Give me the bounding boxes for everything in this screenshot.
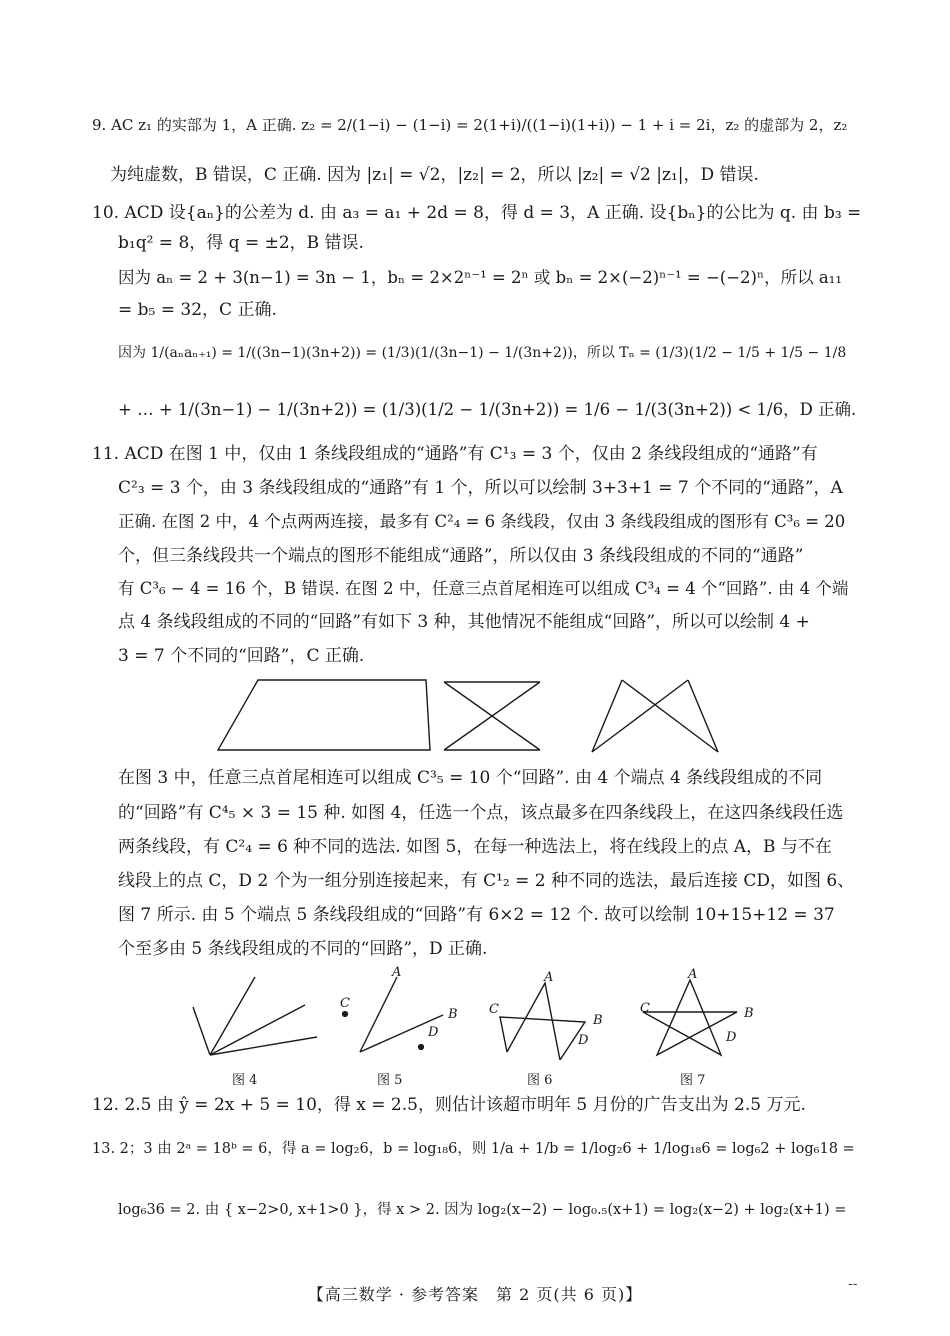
figure-6 <box>500 983 585 1060</box>
q11-line-1: 11. ACD 在图 1 中，仅由 1 条线段组成的“通路”有 C¹₃ = 3 个，仅由 2 条线段组成的“通路”有 <box>92 444 818 464</box>
label-b-fig6: B <box>593 1013 603 1028</box>
q11-line-13: 个至多由 5 条线段组成的不同的“回路”，D 正确. <box>118 939 488 959</box>
caption-fig5: 图 5 <box>377 1073 403 1088</box>
figure-4 <box>193 977 317 1055</box>
bowtie-figure <box>592 680 718 752</box>
q11-line-9: 的“回路”有 C⁴₅ × 3 = 15 种. 如图 4，任选一个点，该点最多在四条线段上，在这四条线段任选 <box>118 803 844 823</box>
caption-fig4: 图 4 <box>232 1073 258 1088</box>
q11-line-5: 有 C³₆ − 4 = 16 个，B 错误. 在图 2 中，任意三点首尾相连可以组成 C³₄ = 4 个“回路”. 由 4 个端 <box>118 579 849 598</box>
q11-line-6: 点 4 条线段组成的不同的“回路”有如下 3 种，其他情况不能组成“回路”，所以可以绘制 4 + <box>118 612 810 632</box>
figure-5 <box>343 977 443 1052</box>
q10-line-2: b₁q² = 8，得 q = ±2，B 错误. <box>118 233 364 253</box>
q11-line-12: 图 7 所示. 由 5 个端点 5 条线段组成的“回路”有 6×2 = 12 个. 故可以绘制 10+15+12 = 37 <box>118 905 835 925</box>
label-b-fig5: B <box>448 1007 458 1022</box>
figure-7 <box>643 980 737 1055</box>
hourglass-figure <box>444 682 540 750</box>
label-a-fig6: A <box>544 970 554 985</box>
figures-1-3 <box>200 672 740 762</box>
q13-line-2: log₆36 = 2. 由 { x−2>0, x+1>0 }，得 x > 2. 因为 log₂(x−2) − log₀.₅(x+1) = log₂(x−2) + log₂(x+1) = <box>118 1202 847 1218</box>
label-c-fig7: C <box>640 1001 650 1016</box>
label-a-fig5: A <box>392 965 402 980</box>
q11-line-10: 两条线段，有 C²₄ = 6 种不同的选法. 如图 5，在每一种选法上，将在线段上的点 A，B 与不在 <box>118 837 832 857</box>
q13-line-1: 13. 2；3 由 2ᵃ = 18ᵇ = 6，得 a = log₂6，b = log₁₈6，则 1/a + 1/b = 1/log₂6 + 1/log₁₈6 = log₆2 + log₆18 = <box>92 1141 855 1157</box>
q10-line-5: 因为 1/(aₙaₙ₊₁) = 1/((3n−1)(3n+2)) = (1/3)(1/(3n−1) − 1/(3n+2))，所以 Tₙ = (1/3)(1/2 − 1/5 + 1/5 − 1/8 <box>118 345 847 361</box>
q11-line-2: C²₃ = 3 个，由 3 条线段组成的“通路”有 1 个，所以可以绘制 3+3+1 = 7 个不同的“通路”，A <box>118 478 843 498</box>
q11-line-4: 个，但三条线段共一个端点的图形不能组成“通路”，所以仅由 3 条线段组成的不同的“通路” <box>118 546 804 566</box>
label-c-fig5: C <box>340 996 350 1011</box>
label-b-fig7: B <box>744 1006 754 1021</box>
point-d-fig5 <box>419 1045 424 1050</box>
q11-line-11: 线段上的点 C，D 2 个为一组分别连接起来，有 C¹₂ = 2 种不同的选法，最后连接 CD，如图 6、 <box>118 871 855 891</box>
page-footer: 【高三数学 · 参考答案 第 2 页(共 6 页)】 <box>307 1285 643 1304</box>
label-a-fig7: A <box>688 967 698 982</box>
q12-line-1: 12. 2.5 由 ŷ = 2x + 5 = 10，得 x = 2.5，则估计该超市明年 5 月份的广告支出为 2.5 万元. <box>92 1095 806 1115</box>
label-d-fig5: D <box>428 1025 439 1040</box>
label-d-fig7: D <box>726 1030 737 1045</box>
q11-line-8: 在图 3 中，任意三点首尾相连可以组成 C³₅ = 10 个“回路”. 由 4 个端点 4 条线段组成的不同 <box>118 768 823 788</box>
caption-fig7: 图 7 <box>680 1073 706 1088</box>
caption-fig6: 图 6 <box>527 1073 553 1088</box>
corner-mark: -- <box>848 1276 858 1292</box>
q11-line-3: 正确. 在图 2 中，4 个点两两连接，最多有 C²₄ = 6 条线段，仅由 3 条线段组成的图形有 C³₆ = 20 <box>118 512 846 531</box>
q11-line-7: 3 = 7 个不同的“回路”，C 正确. <box>118 646 365 666</box>
q10-line-6: + … + 1/(3n−1) − 1/(3n+2)) = (1/3)(1/2 − 1/(3n+2)) = 1/6 − 1/(3(3n+2)) < 1/6，D 正确. <box>118 400 857 419</box>
q9-line-2: 为纯虚数，B 错误，C 正确. 因为 |z₁| = √2，|z₂| = 2，所以 |z₂| = √2 |z₁|，D 错误. <box>110 165 759 185</box>
label-c-fig6: C <box>489 1002 499 1017</box>
label-d-fig6: D <box>578 1033 589 1048</box>
q10-line-3: 因为 aₙ = 2 + 3(n−1) = 3n − 1，bₙ = 2×2ⁿ⁻¹ = 2ⁿ 或 bₙ = 2×(−2)ⁿ⁻¹ = −(−2)ⁿ，所以 a₁₁ <box>118 268 842 287</box>
q10-line-4: = b₅ = 32，C 正确. <box>118 300 277 320</box>
trapezoid-figure <box>218 680 430 750</box>
q9-line-1: 9. AC z₁ 的实部为 1，A 正确. z₂ = 2/(1−i) − (1−i) = 2(1+i)/((1−i)(1+i)) − 1 + i = 2i，z₂ 的虚部为 2，z₂ <box>92 116 848 134</box>
q10-line-1: 10. ACD 设{aₙ}的公差为 d. 由 a₃ = a₁ + 2d = 8，得 d = 3，A 正确. 设{bₙ}的公比为 q. 由 b₃ = <box>92 203 862 223</box>
point-c-fig5 <box>343 1012 348 1017</box>
